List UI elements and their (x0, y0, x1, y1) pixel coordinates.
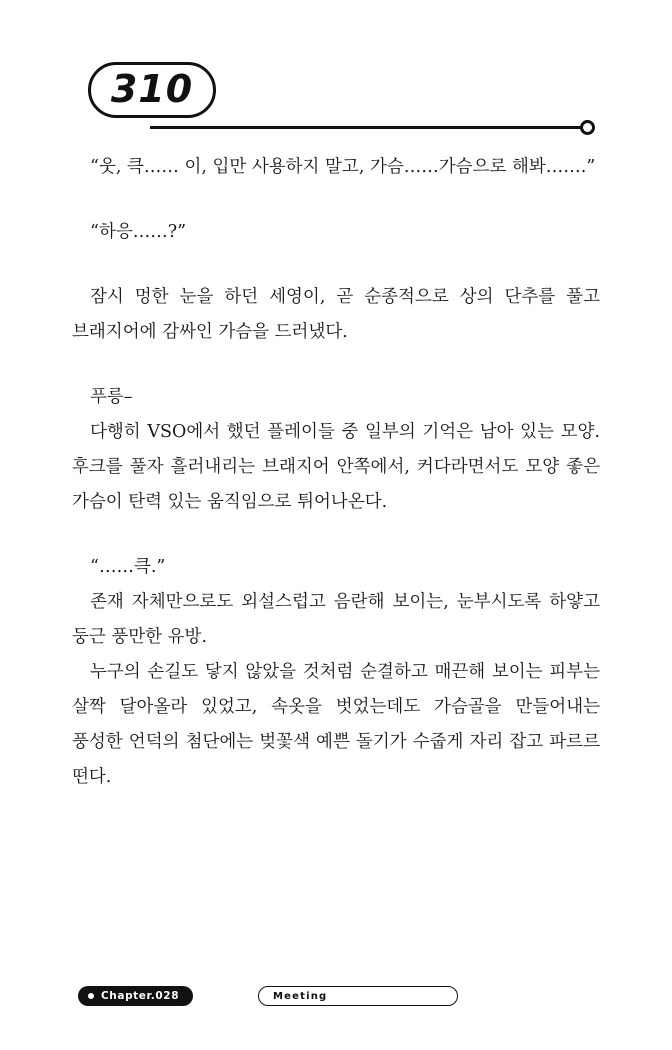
paragraph: 다행히 VSO에서 했던 플레이들 중 일부의 기억은 남아 있는 모양. 후크를 풀자 흘러내리는 브래지어 안쪽에서, 커다라면서도 모양 좋은 가슴이 탄력 있는 움직임으로 튀어나온다. (72, 422, 600, 512)
paragraph: “……큭.” (90, 557, 166, 577)
chapter-label: Chapter.028 (101, 990, 180, 1002)
paragraph: 잠시 멍한 눈을 하던 세영이, 곧 순종적으로 상의 단추를 풀고 브래지어에 감싸인 가슴을 드러냈다. (72, 287, 600, 342)
page-footer (0, 986, 672, 1008)
paragraph: 누구의 손길도 닿지 않았을 것처럼 순결하고 매끈해 보이는 피부는 살짝 달아올라 있었고, 속옷을 벗었는데도 가슴골을 만들어내는 풍성한 언덕의 첨단에는 벚꽃색 예쁜 돌기가 수줍게 자리 잡고 파르르 떤다. (72, 662, 600, 787)
paragraph: 푸릉– (90, 387, 133, 407)
bullet-icon (88, 993, 94, 999)
chapter-badge (78, 986, 193, 1006)
page-content (72, 150, 600, 795)
header-end-dot (580, 120, 595, 135)
page-header (0, 62, 672, 142)
section-label: Meeting (273, 990, 328, 1002)
page-number-badge (88, 62, 216, 118)
paragraph: 존재 자체만으로도 외설스럽고 음란해 보이는, 눈부시도록 하얗고 둥근 풍만한 유방. (72, 592, 600, 647)
page-number: 310 (110, 67, 194, 111)
header-rule (150, 126, 590, 129)
paragraph: “하응……?” (90, 222, 187, 242)
section-badge (258, 986, 458, 1006)
paragraph: “웃, 큭…… 이, 입만 사용하지 말고, 가슴……가슴으로 해봐…….” (90, 157, 596, 177)
